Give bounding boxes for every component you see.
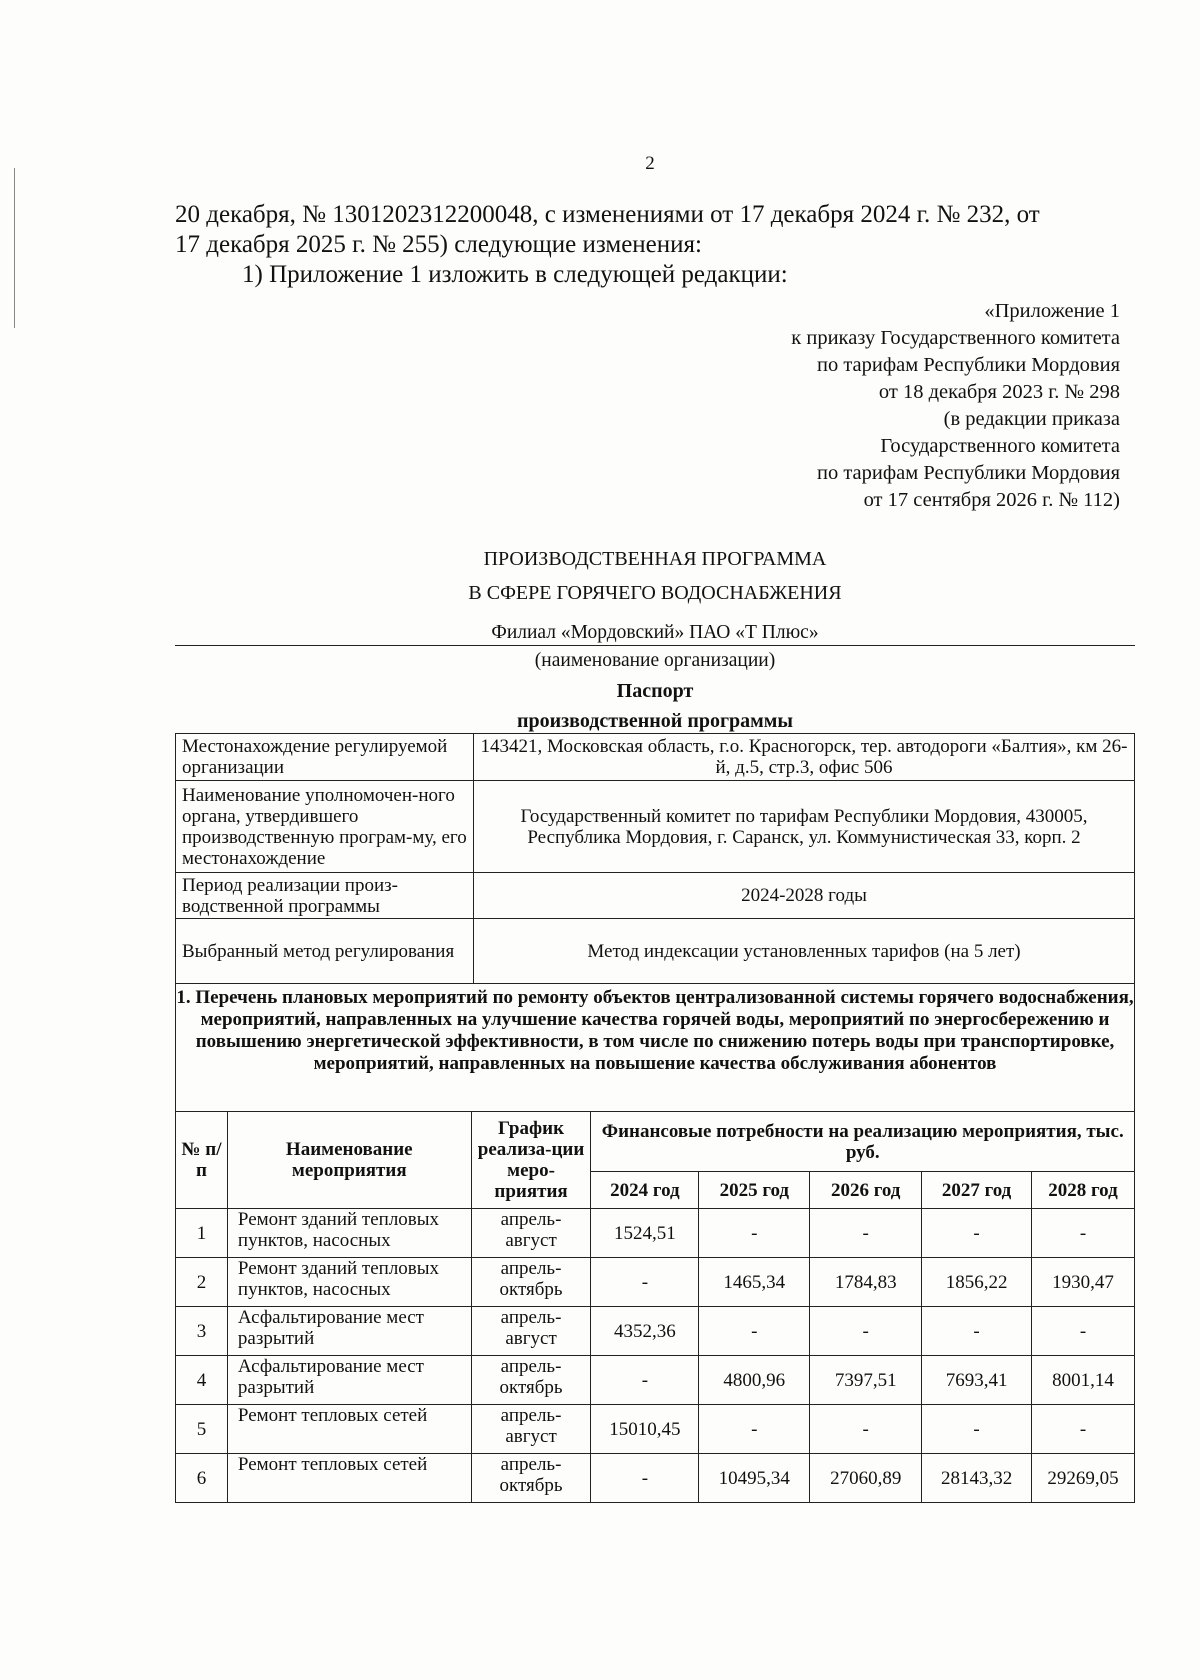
program-title: ПРОИЗВОДСТВЕННАЯ ПРОГРАММА xyxy=(483,548,827,570)
appendix-line: (в редакции приказа xyxy=(943,408,1120,430)
row-value: 8001,14 xyxy=(1032,1356,1135,1405)
row-value: 1930,47 xyxy=(1032,1258,1135,1307)
row-schedule: апрель-август xyxy=(471,1209,591,1258)
appendix-line: по тарифам Республики Мордовия xyxy=(816,462,1120,484)
row-value: - xyxy=(1032,1405,1135,1454)
organization-name: Филиал «Мордовский» ПАО «Т Плюс» xyxy=(175,622,1135,646)
scan-margin-line xyxy=(14,168,15,328)
table-row xyxy=(176,1454,1135,1503)
row-name: Ремонт тепловых сетей xyxy=(227,1405,471,1454)
passport-value: 2024-2028 годы xyxy=(474,873,1135,919)
row-schedule: апрель-октябрь xyxy=(471,1258,591,1307)
row-value: 1784,83 xyxy=(810,1258,922,1307)
row-schedule: апрель-октябрь xyxy=(471,1454,591,1503)
table-row xyxy=(176,1258,1135,1307)
appendix-line: от 17 сентября 2026 г. № 112) xyxy=(863,489,1120,511)
appendix-header xyxy=(520,298,1120,514)
header-year: 2028 год xyxy=(1032,1172,1135,1209)
passport-value: Государственный комитет по тарифам Республики Мордовия, 430005, Республика Мордовия, г. Саранск, ул. Коммунистическая 33, корп. 2 xyxy=(474,781,1135,873)
row-value: 1856,22 xyxy=(922,1258,1032,1307)
row-num: 4 xyxy=(176,1356,228,1405)
row-value: 4800,96 xyxy=(699,1356,810,1405)
row-name: Асфальтирование мест разрытий xyxy=(227,1356,471,1405)
header-finance: Финансовые потребности на реализацию мероприятия, тыс. руб. xyxy=(591,1112,1135,1172)
row-value: 4352,36 xyxy=(591,1307,699,1356)
table-row xyxy=(176,1209,1135,1258)
row-schedule: апрель-август xyxy=(471,1307,591,1356)
row-value: - xyxy=(922,1405,1032,1454)
row-value: 7397,51 xyxy=(810,1356,922,1405)
row-value: - xyxy=(1032,1307,1135,1356)
section-1-title: 1. Перечень плановых мероприятий по ремонту объектов централизованной системы горячего водоснабжения, мероприятий, направленных на улучшение качества горячей воды, мероприятий по энергосбережению и повышению энергетической эффективности, в том числе по снижению потерь воды при транспортировке, мероприятий, направленных на повышение качества обслуживания абонентов xyxy=(175,983,1135,1111)
row-value: - xyxy=(591,1356,699,1405)
passport-row xyxy=(176,919,1135,984)
passport-label: Местонахождение регулируемой организации xyxy=(176,734,474,781)
row-name: Ремонт зданий тепловых пунктов, насосных xyxy=(227,1209,471,1258)
row-schedule: апрель-октябрь xyxy=(471,1356,591,1405)
measures-table xyxy=(175,1111,1135,1503)
row-num: 3 xyxy=(176,1307,228,1356)
passport-row xyxy=(176,781,1135,873)
row-value: 15010,45 xyxy=(591,1405,699,1454)
row-name: Ремонт зданий тепловых пунктов, насосных xyxy=(227,1258,471,1307)
passport-subtitle: производственной программы xyxy=(516,710,794,732)
passport-row xyxy=(176,873,1135,919)
row-value: 1465,34 xyxy=(699,1258,810,1307)
row-value: 28143,32 xyxy=(922,1454,1032,1503)
row-num: 2 xyxy=(176,1258,228,1307)
header-year: 2024 год xyxy=(591,1172,699,1209)
passport-value: Метод индексации установленных тарифов (на 5 лет) xyxy=(474,919,1135,984)
row-value: - xyxy=(591,1454,699,1503)
header-year: 2026 год xyxy=(810,1172,922,1209)
row-name: Асфальтирование мест разрытий xyxy=(227,1307,471,1356)
row-value: - xyxy=(922,1307,1032,1356)
row-value: - xyxy=(699,1307,810,1356)
header-name: Наименование мероприятия xyxy=(227,1112,471,1209)
passport-table xyxy=(175,733,1135,984)
row-value: 10495,34 xyxy=(699,1454,810,1503)
row-value: 7693,41 xyxy=(922,1356,1032,1405)
appendix-line: Государственного комитета xyxy=(880,435,1120,457)
intro-line-2: 17 декабря 2025 г. № 255) следующие изменения: xyxy=(175,231,702,258)
row-value: - xyxy=(922,1209,1032,1258)
appendix-line: к приказу Государственного комитета xyxy=(791,327,1120,349)
row-value: 1524,51 xyxy=(591,1209,699,1258)
header-year: 2025 год xyxy=(699,1172,810,1209)
intro-line-1: 20 декабря, № 1301202312200048, с изменениями от 17 декабря 2024 г. № 232, от xyxy=(175,201,1040,228)
row-value: - xyxy=(810,1405,922,1454)
table-row xyxy=(176,1356,1135,1405)
row-value: - xyxy=(591,1258,699,1307)
row-value: - xyxy=(699,1209,810,1258)
row-num: 5 xyxy=(176,1405,228,1454)
intro-text xyxy=(175,200,1135,290)
passport-value: 143421, Московская область, г.о. Красногорск, тер. автодороги «Балтия», км 26-й, д.5, стр.3, офис 506 xyxy=(474,734,1135,781)
page-number: 2 xyxy=(645,153,655,174)
row-name: Ремонт тепловых сетей xyxy=(227,1454,471,1503)
table-row xyxy=(176,1307,1135,1356)
row-num: 1 xyxy=(176,1209,228,1258)
header-year: 2027 год xyxy=(922,1172,1032,1209)
header-schedule: График реализа-ции меро-приятия xyxy=(471,1112,591,1209)
appendix-line: от 18 декабря 2023 г. № 298 xyxy=(878,381,1120,403)
header-num: № п/п xyxy=(176,1112,228,1209)
passport-label: Выбранный метод регулирования xyxy=(176,919,474,984)
passport-title: Паспорт xyxy=(616,680,694,702)
row-value: 27060,89 xyxy=(810,1454,922,1503)
sphere-title: В СФЕРЕ ГОРЯЧЕГО ВОДОСНАБЖЕНИЯ xyxy=(468,582,842,604)
row-value: 29269,05 xyxy=(1032,1454,1135,1503)
row-schedule: апрель-август xyxy=(471,1405,591,1454)
row-num: 6 xyxy=(176,1454,228,1503)
table-row xyxy=(176,1405,1135,1454)
intro-item-1: 1) Приложение 1 изложить в следующей редакции: xyxy=(242,261,788,288)
passport-label: Наименование уполномочен-ного органа, утвердившего производственную програм-му, его местонахождение xyxy=(176,781,474,873)
appendix-line: «Приложение 1 xyxy=(984,300,1120,322)
passport-label: Период реализации произ-водственной программы xyxy=(176,873,474,919)
organization-caption: (наименование организации) xyxy=(534,650,776,671)
appendix-line: по тарифам Республики Мордовия xyxy=(816,354,1120,376)
row-value: - xyxy=(699,1405,810,1454)
row-value: - xyxy=(810,1307,922,1356)
row-value: - xyxy=(1032,1209,1135,1258)
passport-row xyxy=(176,734,1135,781)
row-value: - xyxy=(810,1209,922,1258)
